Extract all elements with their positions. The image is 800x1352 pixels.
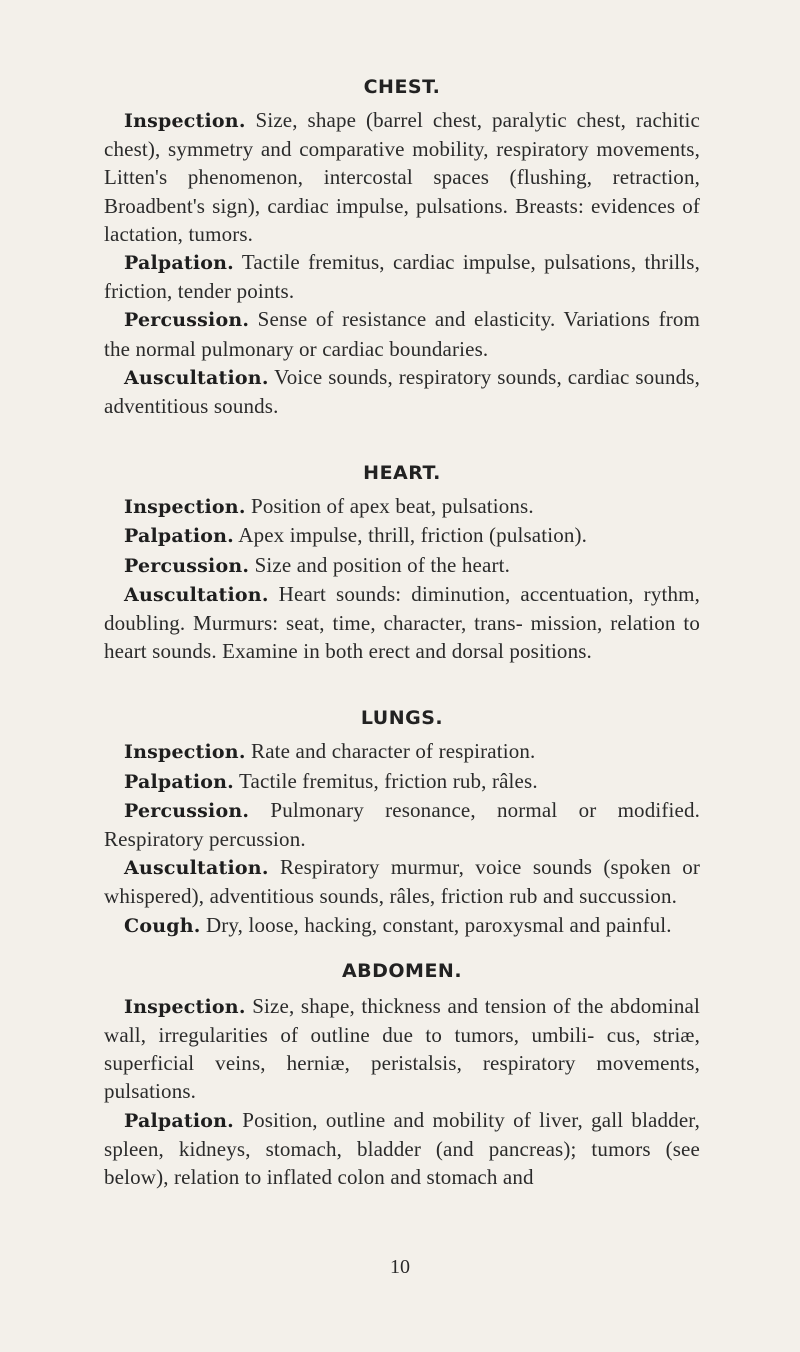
lungs-section (104, 707, 700, 939)
entry-text: Tactile fremitus, cardiac impulse, pulsations, thrills, friction, tender points. (104, 250, 700, 304)
entry (104, 305, 700, 362)
entry-term: Percussion. (124, 309, 250, 332)
entry-term: Auscultation. (124, 366, 269, 389)
page-number: 10 (390, 1256, 410, 1278)
entry-term: Inspection. (124, 741, 246, 764)
entry-text: Apex impulse, thrill, friction (pulsation). (238, 523, 588, 548)
entry-term: Inspection. (124, 496, 246, 519)
entry-text: Heart sounds: diminution, accentuation, rythm, doubling. Murmurs: seat, time, character, trans- mission, relation to heart sounds. Examine in both erect and dorsal positions. (104, 581, 700, 664)
entry-term: Palpation. (124, 1109, 234, 1132)
entry (104, 248, 700, 305)
entry-text: Voice sounds, respiratory sounds, cardiac sounds, adventitious sounds. (104, 364, 700, 419)
entry-term: Cough. (124, 914, 201, 937)
entry-text: Respiratory murmur, voice sounds (spoken or whispered), adventitious sounds, râles, friction rub and succussion. (104, 855, 700, 909)
page-text (104, 76, 700, 1191)
entry (104, 106, 700, 248)
entry (104, 521, 700, 550)
entry-term: Palpation. (124, 525, 234, 548)
entry-term: Palpation. (124, 770, 234, 793)
section-title: ABDOMEN. (341, 959, 463, 982)
heart-section (104, 462, 700, 665)
entry (104, 1106, 700, 1192)
entry-text: Size, shape (barrel chest, paralytic chest, rachitic chest), symmetry and comparative mobility, respiratory movements, Litten's phenomenon, intercostal spaces (flushing, retraction, Broadbent's sign), cardiac impulse, pulsations. Breasts: evidences of lactation, tumors. (104, 108, 700, 246)
entry-text: Position, outline and mobility of liver, gall bladder, spleen, kidneys, stomach, bladder (and pancreas); tumors (see below), relation to inflated colon and stomach and (104, 1107, 701, 1190)
entry (104, 796, 700, 853)
entry-text: Position of apex beat, pulsations. (251, 494, 534, 519)
entry (104, 853, 700, 910)
entry (104, 737, 700, 766)
entry-text: Size and position of the heart. (254, 552, 510, 577)
entry-text: Pulmonary resonance, normal or modified. Respiratory percussion. (104, 797, 700, 852)
section-title: CHEST. (363, 76, 441, 98)
entry (104, 363, 700, 420)
entry (104, 992, 700, 1106)
entry-term: Auscultation. (124, 583, 269, 606)
entry-text: Size, shape, thickness and tension of the abdominal wall, irregularities of outline due to tumors, umbili- cus, striæ, superficial veins, herniæ, peristalsis, respiratory movements, pulsations. (104, 993, 700, 1104)
entry-term: Inspection. (124, 110, 246, 132)
entry-term: Inspection. (124, 995, 246, 1018)
entry-term: Percussion. (124, 554, 250, 577)
entry-term: Percussion. (124, 799, 250, 822)
entry (104, 767, 700, 796)
abdomen-section (104, 960, 700, 1191)
entry-term: Auscultation. (124, 857, 269, 880)
section-title: LUNGS. (360, 707, 444, 730)
chest-section (104, 76, 700, 420)
entry (104, 551, 700, 580)
entry-term: Palpation. (124, 252, 234, 275)
entry-text: Sense of resistance and elasticity. Variations from the normal pulmonary or cardiac boundaries. (104, 307, 701, 361)
entry-text: Tactile fremitus, friction rub, râles. (239, 768, 538, 793)
entry (104, 492, 700, 521)
entry-text: Rate and character of respiration. (251, 739, 536, 764)
entry (104, 911, 700, 940)
section-title: HEART. (363, 462, 441, 485)
entry-text: Dry, loose, hacking, constant, paroxysmal and painful. (205, 912, 672, 937)
entry (104, 580, 700, 666)
